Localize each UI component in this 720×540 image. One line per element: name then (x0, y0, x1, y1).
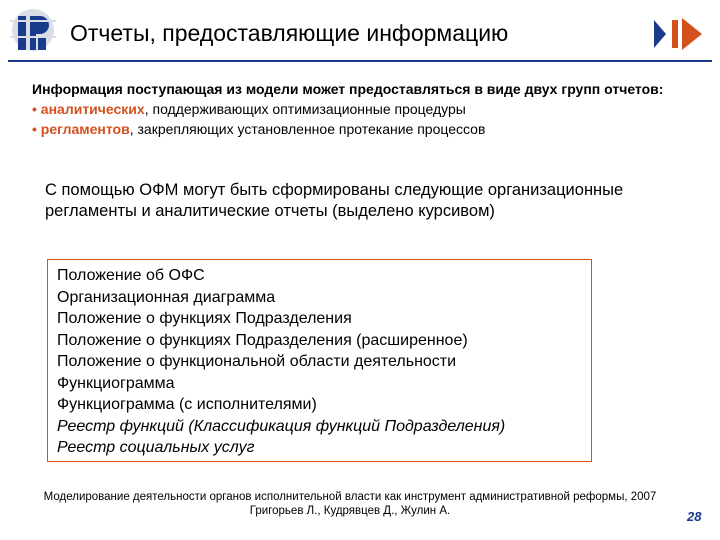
bullet-regulation (32, 119, 712, 139)
bullet-analytic-desc: , поддерживающих оптимизационные процедуры (144, 101, 466, 117)
reports-list (47, 259, 592, 462)
list-item-analytic: Реестр социальных услуг (57, 439, 255, 456)
lead-paragraph: С помощью ОФМ могут быть сформированы следующие организационные регламенты и аналитические отчеты (выделено курсивом) (45, 181, 624, 220)
footer-authors: Григорьев Л., Кудрявцев Д., Жулин А. (249, 505, 451, 517)
list-item: Положение о функциях Подразделения (57, 310, 352, 327)
list-item: Положение о функциональной области деятельности (57, 353, 457, 370)
intro-line: Информация поступающая из модели может предоставляться в виде двух групп отчетов: (32, 81, 664, 97)
list-item: Положение об ОФС (57, 267, 205, 284)
bullet-analytic-term: • аналитических (32, 101, 145, 117)
footer (20, 490, 680, 518)
list-item: Организационная диаграмма (57, 288, 276, 306)
list-item-analytic: Реестр функций (Классификация функций Подразделения) (57, 417, 506, 435)
header-divider (8, 60, 712, 62)
logo-icon (10, 6, 56, 58)
list-item: Функциограмма (57, 374, 175, 392)
next-arrows-icon[interactable] (654, 14, 712, 54)
bullet-regulation-desc: , закрепляющих установленное протекание процессов (129, 121, 486, 137)
bullet-regulation-term: • регламентов (32, 121, 130, 137)
page-title: Отчеты, предоставляющие информацию (70, 20, 509, 46)
footer-line: Моделирование деятельности органов исполнительной власти как инструмент административной реформы, 2007 (43, 491, 657, 503)
bullet-analytic (32, 99, 712, 119)
page-number: 28 (687, 509, 702, 524)
intro-text (32, 79, 712, 139)
list-item: Функциограмма (с исполнителями) (57, 396, 317, 413)
list-item: Положение о функциях Подразделения (расширенное) (57, 331, 468, 349)
